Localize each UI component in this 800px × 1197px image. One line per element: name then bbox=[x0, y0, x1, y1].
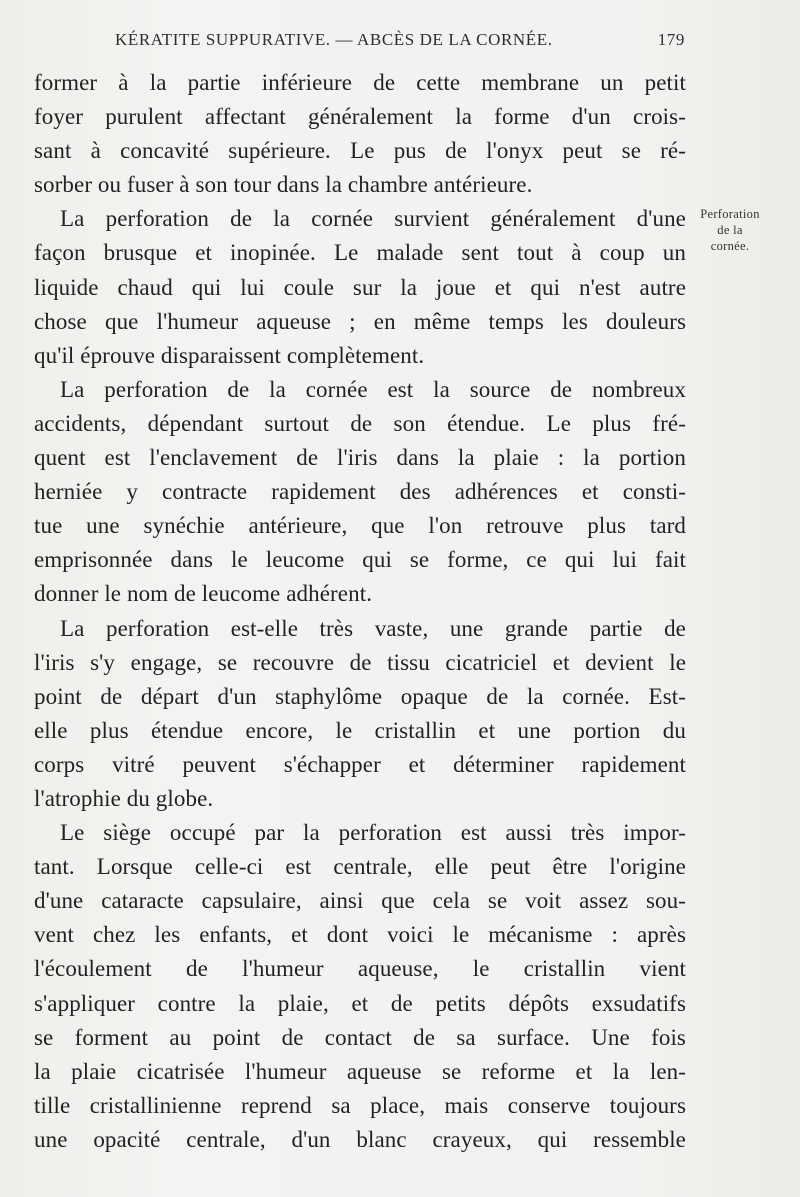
paragraph-first-line: La perforation est-elle très vaste, une grande partie de bbox=[60, 615, 686, 641]
text-line: quent est l'enclavement de l'iris dans la plaie : la portion bbox=[34, 445, 686, 471]
margin-note-line: de la bbox=[717, 223, 743, 237]
header-title: KÉRATITE SUPPURATIVE. — ABCÈS DE LA CORNÉE. bbox=[115, 30, 553, 49]
paragraph-first-line: La perforation de la cornée survient généralement d'une bbox=[60, 206, 686, 232]
text-line: qu'il éprouve disparaissent complètement. bbox=[34, 342, 425, 368]
text-line: donner le nom de leucome adhérent. bbox=[34, 581, 373, 607]
text-line: tille cristallinienne reprend sa place, mais conserve toujours bbox=[34, 1092, 686, 1118]
text-line: chose que l'humeur aqueuse ; en même temps les douleurs bbox=[34, 308, 686, 334]
text-line: l'atrophie du globe. bbox=[34, 785, 214, 811]
text-line: l'écoulement de l'humeur aqueuse, le cristallin vient bbox=[34, 956, 686, 982]
text-line: accidents, dépendant surtout de son étendue. Le plus fré- bbox=[34, 410, 686, 436]
text-line: vent chez les enfants, et dont voici le mécanisme : après bbox=[34, 922, 686, 948]
margin-note-line: Perforation bbox=[700, 207, 760, 221]
page-number: 179 bbox=[657, 30, 685, 49]
text-line: sorber ou fuser à son tour dans la chambre antérieure. bbox=[34, 172, 533, 198]
paragraph-first-line: La perforation de la cornée est la source de nombreux bbox=[60, 376, 686, 402]
margin-note-line: cornée. bbox=[710, 239, 750, 253]
text-line: liquide chaud qui lui coule sur la joue et qui n'est autre bbox=[34, 274, 686, 300]
text-line: elle plus étendue encore, le cristallin et une portion du bbox=[34, 717, 686, 743]
text-line: d'une cataracte capsulaire, ainsi que cela se voit assez sou- bbox=[34, 888, 686, 914]
text-line: la plaie cicatrisée l'humeur aqueuse se reforme et la len- bbox=[34, 1058, 686, 1084]
text-line: herniée y contracte rapidement des adhérences et consti- bbox=[34, 479, 686, 505]
text-line: foyer purulent affectant généralement la forme d'un crois- bbox=[34, 104, 686, 130]
text-line: tue une synéchie antérieure, que l'on retrouve plus tard bbox=[34, 513, 686, 539]
text-line: tant. Lorsque celle-ci est centrale, elle peut être l'origine bbox=[34, 854, 686, 880]
text-line: sant à concavité supérieure. Le pus de l'onyx peut se ré- bbox=[34, 138, 686, 164]
text-line: corps vitré peuvent s'échapper et déterminer rapidement bbox=[34, 751, 686, 777]
text-line: façon brusque et inopinée. Le malade sent tout à coup un bbox=[34, 240, 686, 266]
body-text bbox=[34, 66, 686, 1157]
text-line: une opacité centrale, d'un blanc crayeux, qui ressemble bbox=[34, 1126, 686, 1152]
running-header bbox=[115, 30, 685, 58]
text-line: s'appliquer contre la plaie, et de petits dépôts exsudatifs bbox=[34, 990, 686, 1016]
text-line: emprisonnée dans le leucome qui se forme, ce qui lui fait bbox=[34, 547, 686, 573]
paragraph-first-line: Le siège occupé par la perforation est aussi très impor- bbox=[60, 820, 686, 846]
text-line: point de départ d'un staphylôme opaque de la cornée. Est- bbox=[34, 683, 686, 709]
text-line: se forment au point de contact de sa surface. Une fois bbox=[34, 1024, 686, 1050]
text-line: former à la partie inférieure de cette membrane un petit bbox=[34, 70, 686, 95]
text-line: l'iris s'y engage, se recouvre de tissu cicatriciel et devient le bbox=[34, 649, 686, 675]
margin-note bbox=[690, 206, 770, 254]
